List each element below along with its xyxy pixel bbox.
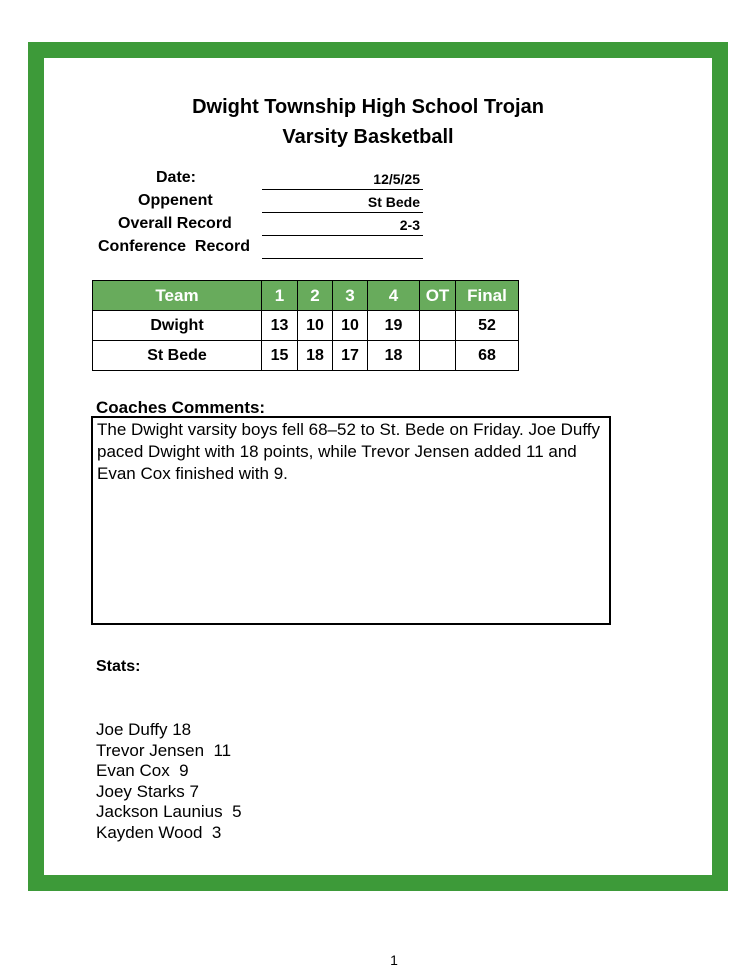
scoreboard-header-row [93,281,519,311]
score-cell [420,341,456,371]
score-cell [420,311,456,341]
table-row [93,311,519,341]
header-q4: 4 [368,281,420,311]
conference-record-value [262,238,423,259]
scoreboard-table [92,280,519,371]
overall-record-value: 2-3 [262,215,423,236]
stats-list [96,720,242,844]
stats-heading: Stats: [96,658,141,675]
final-score-cell: 68 [456,341,519,371]
document-body [44,58,712,875]
comments-heading: Coaches Comments: [96,398,266,417]
list-item: Joe Duffy 18 [96,720,192,739]
opponent-value: St Bede [262,192,423,213]
score-cell: 13 [262,311,298,341]
date-label: Date: [156,169,197,186]
score-cell: 10 [333,311,368,341]
score-cell: 17 [333,341,368,371]
header-final: Final [456,281,519,311]
page-border [28,42,728,891]
score-cell: 19 [368,311,420,341]
header-ot: OT [420,281,456,311]
opponent-label: Oppenent [138,192,213,209]
score-cell: 10 [298,311,333,341]
page-subtitle: Varsity Basketball [282,126,454,148]
overall-record-label: Overall Record [118,215,232,232]
table-row [93,341,519,371]
list-item: Jackson Launius 5 [96,802,242,822]
team-name-cell: Dwight [93,311,262,341]
comments-text: The Dwight varsity boys fell 68–52 to St. Bede on Friday. Joe Duffy paced Dwight with 18 points, while Trevor Jensen added 11 and Evan Cox finished with 9. [91,416,611,625]
conference-record-label: Conference Record [98,238,251,255]
header-q1: 1 [262,281,298,311]
list-item: Trevor Jensen 11 [96,740,232,760]
score-cell: 15 [262,341,298,371]
list-item: Evan Cox 9 [96,761,189,781]
score-cell: 18 [368,341,420,371]
page-number: 1 [390,952,398,968]
date-value: 12/5/25 [262,169,423,190]
header-q3: 3 [333,281,368,311]
page-title: Dwight Township High School Trojan [192,96,544,118]
header-team: Team [93,281,262,311]
list-item: Joey Starks 7 [96,781,199,801]
team-name-cell: St Bede [93,341,262,371]
final-score-cell: 52 [456,311,519,341]
list-item: Kayden Wood 3 [96,822,222,842]
score-cell: 18 [298,341,333,371]
header-q2: 2 [298,281,333,311]
